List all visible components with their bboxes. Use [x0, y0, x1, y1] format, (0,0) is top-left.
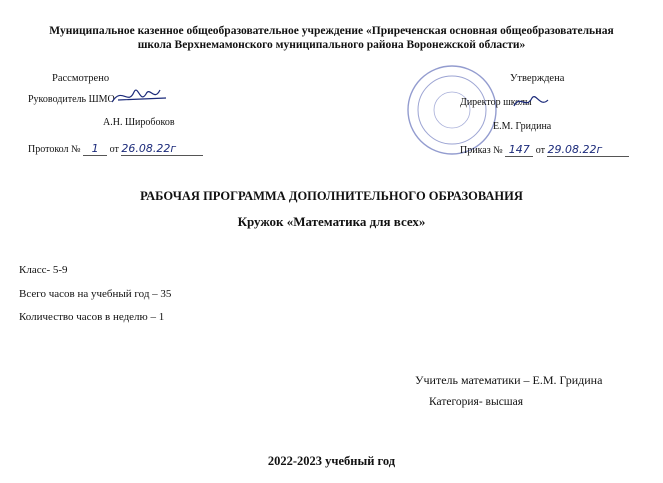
hours-per-week: Количество часов в неделю – 1 — [19, 311, 165, 323]
left-protocol-number: 1 — [91, 142, 99, 155]
right-approval-date: 29.08.22г — [547, 143, 603, 156]
teacher-category: Категория- высшая — [429, 396, 524, 408]
right-order-number: 147 — [508, 143, 530, 156]
left-approval-name: А.Н. Широбоков — [103, 117, 175, 128]
right-approval-title: Утверждена — [510, 73, 565, 84]
teacher-name: Учитель математики – Е.М. Гридина — [415, 373, 603, 387]
program-subtitle: Кружок «Математика для всех» — [237, 214, 426, 229]
left-approval-date: 26.08.22г — [121, 142, 177, 155]
school-name-line-2: школа Верхнемамонского муниципального района Воронежской области» — [137, 39, 526, 51]
right-order-label: Приказ № — [460, 145, 503, 156]
left-approval-role: Руководитель ШМО — [28, 94, 115, 105]
class-range: Класс- 5-9 — [19, 264, 68, 276]
left-signature — [110, 82, 170, 110]
hours-per-year: Всего часов на учебный год – 35 — [19, 288, 172, 300]
left-approval-title: Рассмотрено — [52, 73, 110, 84]
right-approval-name: Е.М. Гридина — [493, 121, 552, 132]
right-signature — [512, 92, 552, 112]
left-protocol-label: Протокол № — [28, 144, 81, 155]
academic-year: 2022-2023 учебный год — [267, 454, 396, 468]
right-from-label: от — [535, 145, 545, 156]
left-from-label: от — [109, 144, 119, 155]
right-approval-role: Директор школы — [460, 97, 532, 108]
school-name-line-1: Муниципальное казенное общеобразовательное учреждение «Приреченская основная общеобразовательная — [49, 25, 614, 37]
program-title: РАБОЧАЯ ПРОГРАММА ДОПОЛНИТЕЛЬНОГО ОБРАЗОВАНИЯ — [140, 189, 523, 203]
